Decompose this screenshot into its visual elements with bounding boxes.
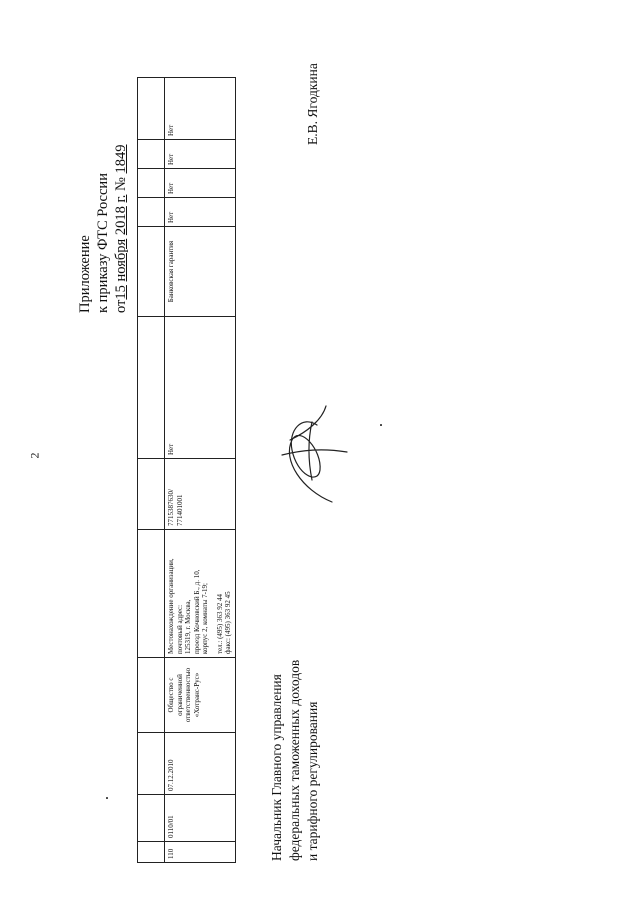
date-day: 15 xyxy=(113,285,129,300)
table-row xyxy=(165,78,236,863)
registry-table xyxy=(137,77,236,863)
signatory-name: Е.В. Ягодкина xyxy=(305,63,320,145)
cell-flag-4: Нет xyxy=(165,78,236,140)
appendix-header xyxy=(76,144,130,313)
cell-date: 07.12.2010 xyxy=(165,733,236,795)
order-number: 1849 xyxy=(113,144,129,174)
appendix-date-line: от15 ноября 2018 г. № 1849 xyxy=(113,144,129,313)
cell-inn: 7715387630/ 771401001 xyxy=(165,459,236,530)
date-month: ноября xyxy=(113,238,129,282)
cell-num: 110 xyxy=(165,842,236,863)
cell-org: Общество с ограниченной ответственностью «Хотранс-Рус» xyxy=(165,658,236,733)
signatory-title: Начальник Главного управления федеральных таможенных доходов и тарифного регулирования xyxy=(269,659,320,861)
speck-mark xyxy=(106,797,108,799)
table-row-empty xyxy=(138,78,165,863)
speck-mark xyxy=(380,424,382,426)
cell-flag-3: Нет xyxy=(165,140,236,169)
date-year: 2018 xyxy=(113,206,129,236)
cell-guarantee: Банковская гарантия xyxy=(165,227,236,317)
page-number: 2 xyxy=(27,452,42,459)
cell-flag-1: Нет xyxy=(165,198,236,227)
cell-flag-2: Нет xyxy=(165,169,236,198)
appendix-order-ref: к приказу ФТС России xyxy=(95,173,111,313)
cell-address: Местонахождение организации, почтовый адрес: 125319, г. Москва, проезд Кочновский Б., д. 10, корпус 2, комнаты 7-19; тел.: (495) 363 92 44 факс: (495) 363 92 45 xyxy=(165,530,236,658)
appendix-title: Приложение xyxy=(77,235,93,313)
cell-note: Нет xyxy=(165,317,236,459)
cell-code: 0110/01 xyxy=(165,795,236,842)
handwritten-signature xyxy=(262,400,357,510)
